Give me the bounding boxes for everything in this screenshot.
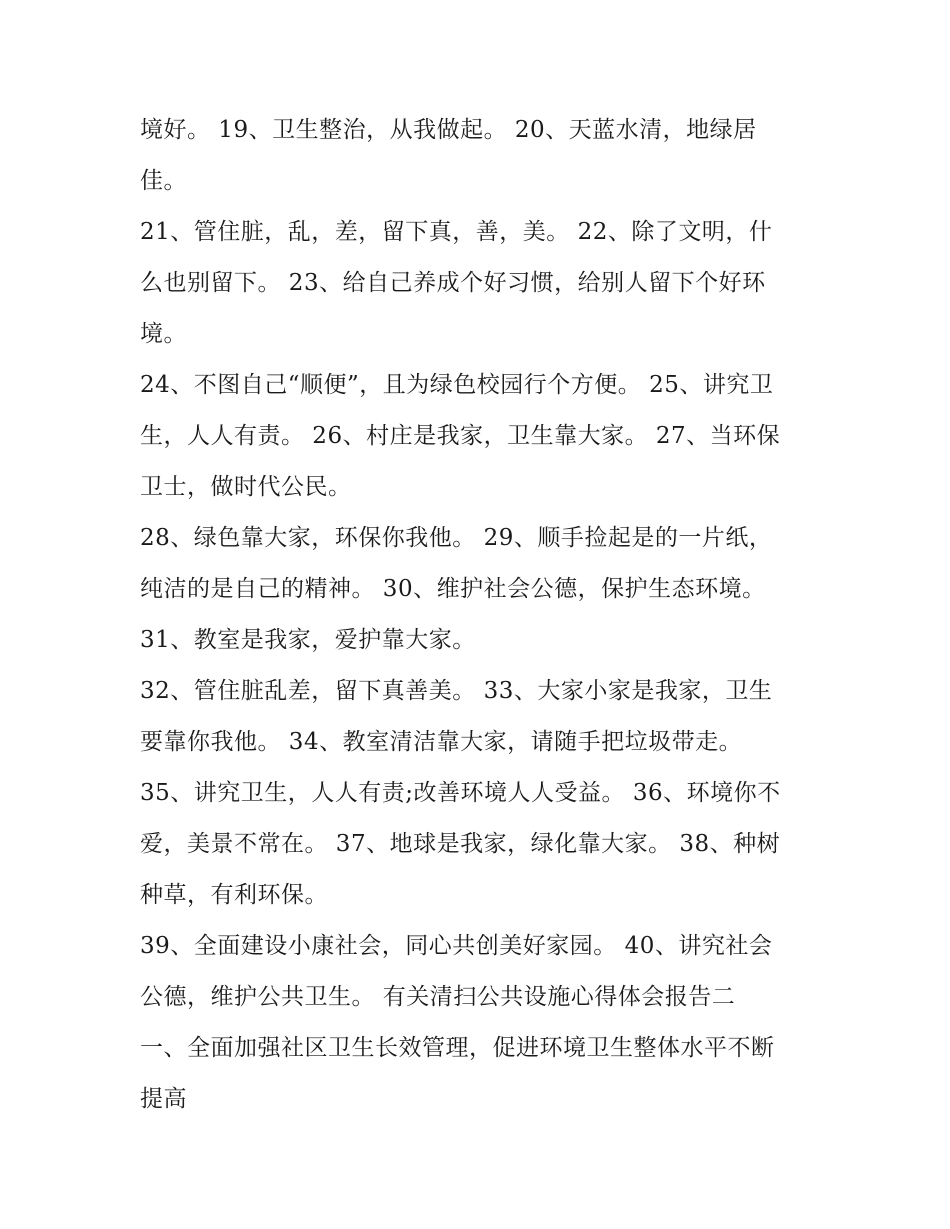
text-line: 生，人人有责。 26、村庄是我家，卫生靠大家。 27、当环保 [140,423,781,449]
text-line: 28、绿色靠大家，环保你我他。 29、顺手捡起是的一片纸， [140,525,773,551]
text-line: 31、教室是我家，爱护靠大家。 [140,627,476,653]
text-line: 境好。 19、卫生整治，从我做起。 20、天蓝水清，地绿居 [140,117,757,143]
text-line: 要靠你我他。 34、教室清洁靠大家，请随手把垃圾带走。 [140,729,743,755]
text-line: 35、讲究卫生，人人有责;改善环境人人受益。 36、环境你不 [140,780,781,806]
text-line: 21、管住脏，乱，差，留下真，善，美。 22、除了文明，什 [140,219,773,245]
text-line: 提高 [140,1086,187,1112]
text-line: 纯洁的是自己的精神。 30、维护社会公德，保护生态环境。 [140,576,766,602]
text-line: 32、管住脏乱差，留下真善美。 33、大家小家是我家，卫生 [140,678,773,704]
text-line: 么也别留下。 23、给自己养成个好习惯，给别人留下个好环 [140,270,766,296]
text-line: 39、全面建设小康社会，同心共创美好家园。 40、讲究社会 [140,933,773,959]
text-line: 爱，美景不常在。 37、地球是我家，绿化靠大家。 38、种树 [140,831,781,857]
text-line: 佳。 [140,168,187,194]
text-line: 24、不图自己“顺便”，且为绿色校园行个方便。 25、讲究卫 [140,372,774,398]
text-line: 种草，有利环保。 [140,882,328,908]
document-body [140,105,830,1125]
text-line: 公德，维护公共卫生。 有关清扫公共设施心得体会报告二 [140,984,736,1010]
text-line: 境。 [140,321,187,347]
text-line: 一、全面加强社区卫生长效管理，促进环境卫生整体水平不断 [140,1035,775,1061]
text-line: 卫士，做时代公民。 [140,474,352,500]
